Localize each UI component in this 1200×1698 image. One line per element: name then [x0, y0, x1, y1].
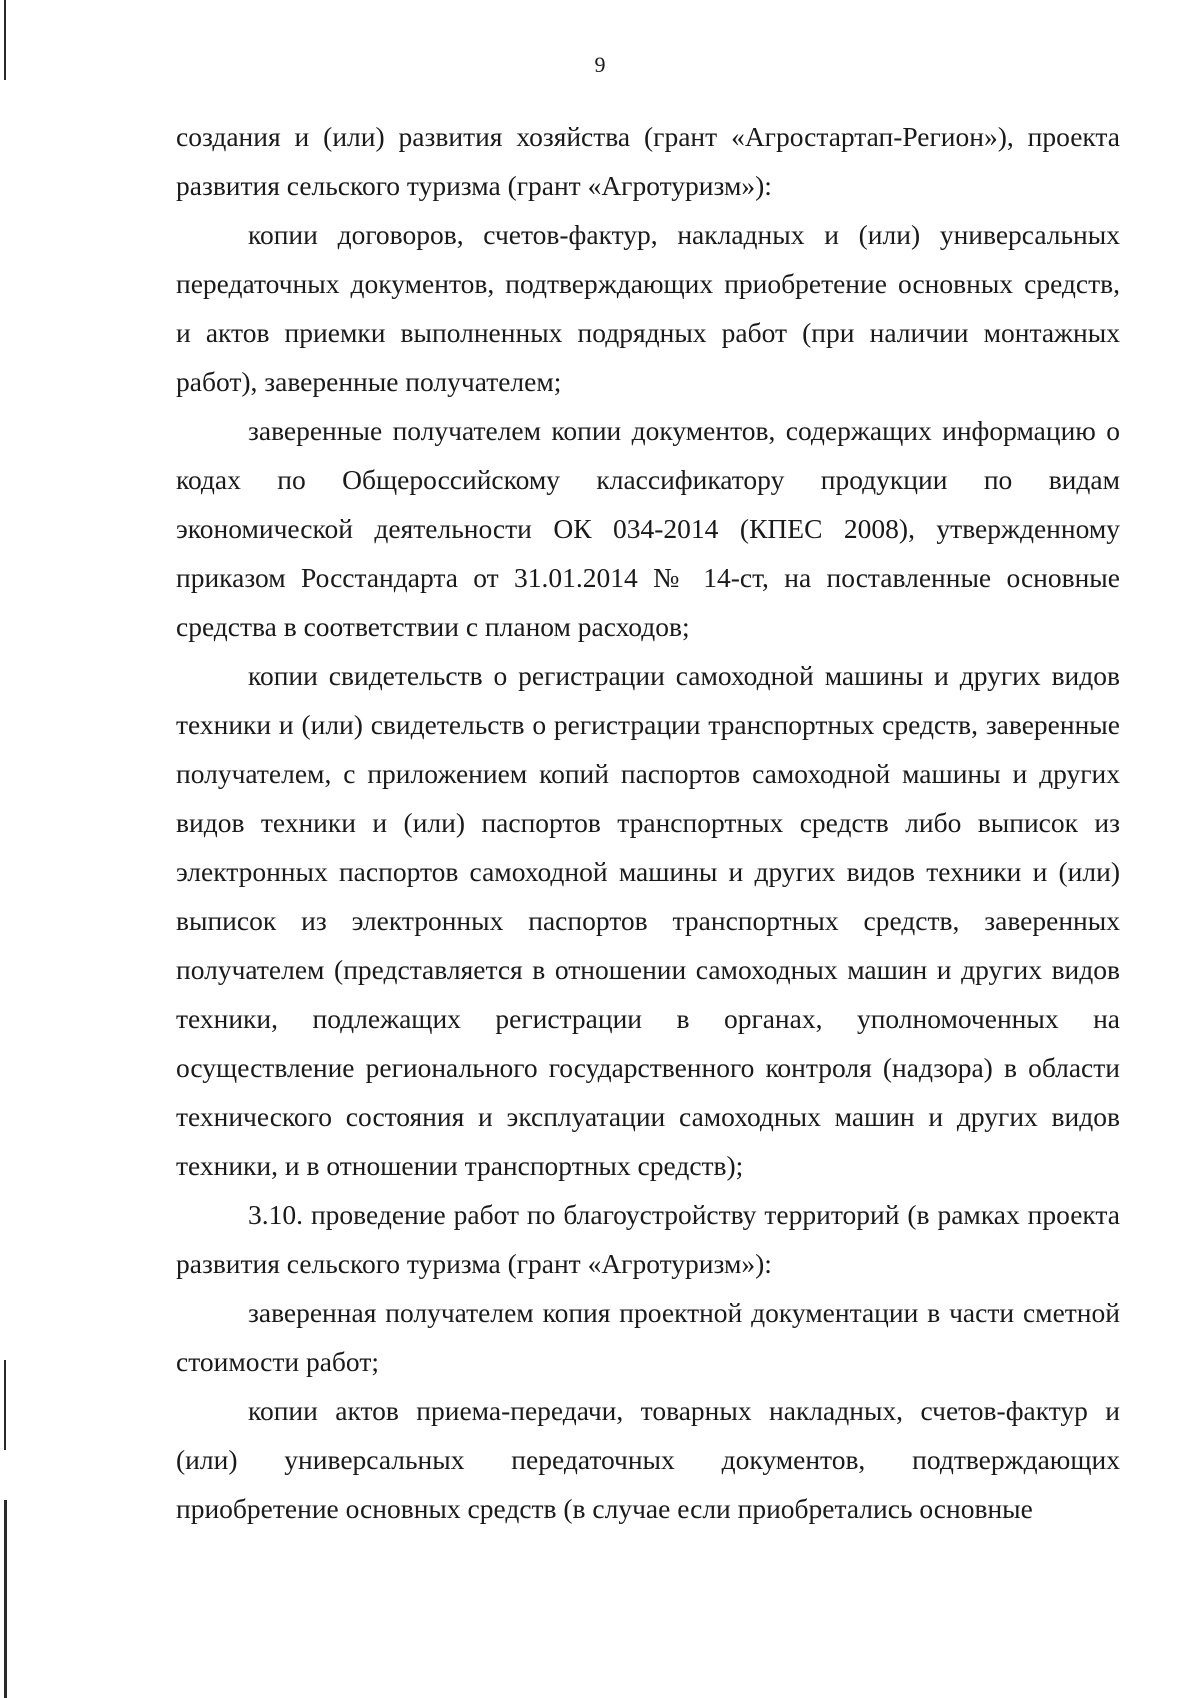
paragraph: заверенная получателем копия проектной документации в части сметной стоимости работ; — [176, 1297, 1120, 1377]
page-number: 9 — [594, 52, 606, 77]
paragraph: копии актов приема-передачи, товарных накладных, счетов-фактур и (или) универсальных передаточных документов, подтверждающих приобретение основных средств (в случае если приобретались основные — [176, 1395, 1120, 1524]
paragraph: копии договоров, счетов-фактур, накладных и (или) универсальных передаточных документов, подтверждающих приобретение основных средств, и актов приемки выполненных подрядных работ (при наличии монтажных работ), заверенные получателем; — [176, 219, 1120, 397]
scan-edge-line — [4, 1500, 7, 1698]
document-body — [176, 112, 1120, 1533]
paragraph: создания и (или) развития хозяйства (грант «Агростартап-Регион»), проекта развития сельского туризма (грант «Агротуризм»): — [176, 121, 1120, 201]
paragraph: копии свидетельств о регистрации самоходной машины и других видов техники и (или) свидетельств о регистрации транспортных средств, заверенные получателем, с приложением копий паспортов самоходной машины и других видов техники и (или) паспортов транспортных средств либо выписок из электронных паспортов самоходной машины и других видов техники и (или) выписок из электронных паспортов транспортных средств, заверенных получателем (представляется в отношении самоходных машин и других видов техники, подлежащих регистрации в органах, уполномоченных на осуществление регионального государственного контроля (надзора) в области технического состояния и эксплуатации самоходных машин и других видов техники, и в отношении транспортных средств); — [176, 660, 1120, 1181]
scan-edge-line — [4, 1360, 6, 1450]
paragraph: 3.10. проведение работ по благоустройству территорий (в рамках проекта развития сельского туризма (грант «Агротуризм»): — [176, 1199, 1120, 1279]
paragraph: заверенные получателем копии документов, содержащих информацию о кодах по Общероссийскому классификатору продукции по видам экономической деятельности ОК 034-2014 (КПЕС 2008), утвержденному приказом Росстандарта от 31.01.2014 № 14-ст, на поставленные основные средства в соответствии с планом расходов; — [176, 415, 1120, 642]
